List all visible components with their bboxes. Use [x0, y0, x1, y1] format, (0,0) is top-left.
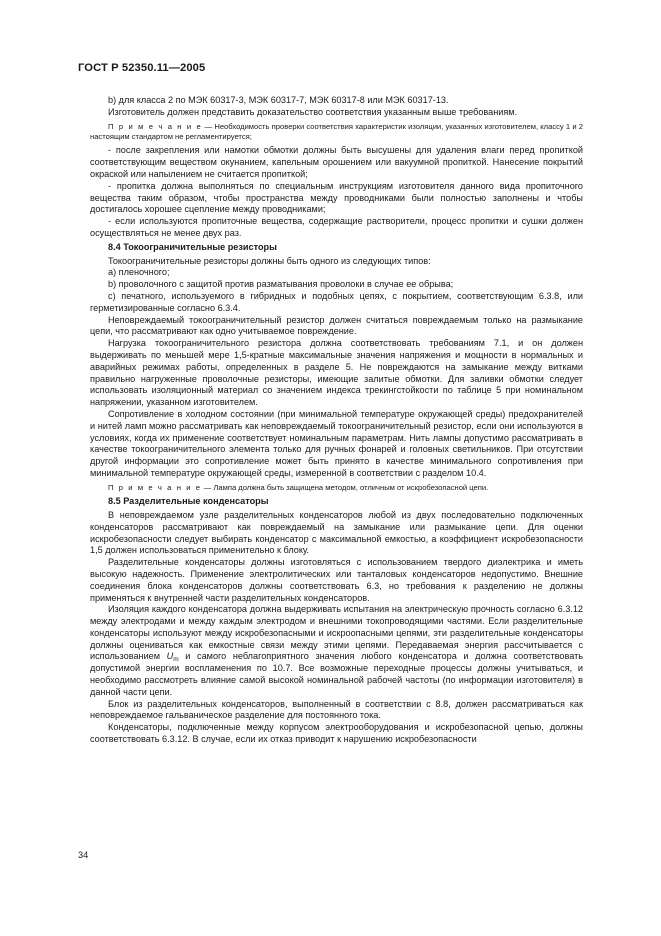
text-part: и самого неблагоприятного значения любого конденсатора и должна соответствовать допустимой энергии воспламенения по 10.7. Все возможные переходные процессы должны учитываться, и необходимо рассмотреть влияние самой высокой номинальной рабочей частоты (по информации изготовителя) в данной части цепи.: [90, 651, 583, 697]
paragraph-capacitor-block: Блок из разделительных конденсаторов, выполненный в соответствии с 8.8, должен рассматриваться как неповреждаемое гальваническое разделение для постоянного тока.: [90, 698, 583, 721]
paragraph-capacitor-insulation: [90, 604, 583, 698]
document-body: [90, 95, 583, 746]
page-number: 34: [78, 850, 89, 860]
paragraph-resistor-types: Токоограничительные резисторы должны быть одного из следующих типов:: [108, 255, 431, 266]
paragraph-resistor-load: Нагрузка токоограничительного резистора должна соответствовать требованиям 7.1, и он должен выдерживать по меньшей мере 1,5-кратные максимальные значения напряжения и мощности в нормальных и аварийных режимах работы, определенных в разделе 5. Не повреждаются на замыкание между витками правильно нагруженные проволочные резисторы, имеющие залитые обмотки. Для заливки обмотки следует использовать изоляционный материал со значением индекса трекингстойкости по таблице 5 при номинальном напряжении, указанном изготовителем.: [90, 338, 583, 408]
note-label: П р и м е ч а н и е: [108, 121, 203, 131]
list-item-printed: c) печатного, используемого в гибридных и подобных цепях, с покрытием, соответствующим 6.3.8, или герметизированные согласно 6.3.4.: [90, 290, 583, 313]
note-text: — Необходимость проверки соответствия характеристик изоляции, указанных изготовителем, классу 1 и 2 настоящим стандартом не регламентируется;: [90, 121, 583, 141]
list-item-wire: b) проволочного с защитой против разматывания проволоки в случае ее обрыва;: [108, 279, 454, 290]
section-heading-8-5: 8.5 Разделительные конденсаторы: [108, 496, 269, 507]
paragraph-infallible-resistor: Неповреждаемый токоограничительный резистор должен считаться повреждаемым только на размыкание цепи, что рассматривают как одно учитываемое повреждение.: [90, 314, 583, 337]
list-item-class-2: b) для класса 2 по МЭК 60317-3, МЭК 60317-7, МЭК 60317-8 или МЭК 60317-13.: [108, 95, 449, 105]
note-label: П р и м е ч а н и е: [108, 482, 202, 492]
paragraph-capacitor-enclosure: Конденсаторы, подключенные между корпусом электрооборудования и искробезопасной цепью, должны соответствовать 6.3.12. В случае, если их отказ приводит к нарушению искробезопасности: [90, 722, 583, 745]
paragraph-cold-resistance: Сопротивление в холодном состоянии (при минимальной температуре окружающей среды) предохранителей и нитей ламп можно рассматривать как неповреждаемый токоограничительный резистор, если они используются в условиях, когда их применение соответствует номинальным параметрам. Нить лампы допустимо рассматривать в качестве токоограничительного элемента только для ручных фонарей и головных светильников. При отсутствии другой информации это сопротивление может быть принято в качестве минимального сопротивления при минимальной температуре окружающей среды, измеренной в соответствии с разделом 10.4.: [90, 408, 583, 478]
paragraph-evidence: Изготовитель должен представить доказательство соответствия указанным выше требованиям.: [108, 106, 518, 117]
symbol-subscript-m: m: [173, 656, 179, 664]
paragraph-capacitor-dielectric: Разделительные конденсаторы должны изготовляться с использованием твердого диэлектрика и иметь высокую надежность. Применение электролитических или танталовых конденсаторов недопустимо. Внешние соединения блока конденсаторов должны соответствовать 6.3, но требования к разделению не должны применяться к внутренней части разделительных конденсаторов.: [90, 557, 583, 603]
note-text: — Лампа должна быть защищена методом, отличным от искробезопасной цепи.: [201, 482, 489, 492]
list-item-drying: - после закрепления или намотки обмотки должны быть высушены для удаления влаги перед пропиткой соответствующим веществом окунанием, капельным орошением или вакуумной пропиткой. Нанесение покрытий окраской или напылением не считается пропиткой;: [90, 145, 583, 179]
section-heading-8-4: 8.4 Токоограничительные резисторы: [108, 241, 277, 252]
text-part: Изоляция каждого конденсатора должна выдерживать испытания на электрическую прочность согласно 6.3.12 между электродами и между каждым электродом и внешними токопроводящими частями. Если разделительные конденсаторы используют между искробезопасными и искроопасными цепями, эти разделительные конденсаторы должны оцениваться как емкостные связи между этими цепями. Передаваемая энергия рассчитывается с использованием: [90, 604, 583, 662]
list-item-impregnation: - пропитка должна выполняться по специальным инструкциям изготовителя данного вида пропиточного вещества таким образом, чтобы пространства между проводниками были полностью заполнены и чтобы достигалось хорошее сцепление между проводниками;: [90, 180, 583, 215]
note-insulation: [90, 122, 583, 143]
document-header: ГОСТ Р 52350.11—2005: [78, 62, 206, 74]
symbol-u: U: [166, 651, 174, 662]
paragraph-capacitor-assembly: В неповреждаемом узле разделительных конденсаторов любой из двух последовательно подключенных конденсаторов рассматривают как повреждаемый на замыкание или размыкание цепи. Для оценки искробезопасности следует выбирать конденсатор с максимальной емкостью, а коэффициент искробезопасности 1,5 должен использоваться применительно к блоку.: [90, 509, 583, 556]
note-lamp: [90, 483, 583, 493]
list-item-solvents: - если используются пропиточные вещества, содержащие растворители, процесс пропитки и сушки должен осуществляться не менее двух раз.: [90, 216, 583, 238]
list-item-film: a) пленочного;: [108, 267, 170, 278]
